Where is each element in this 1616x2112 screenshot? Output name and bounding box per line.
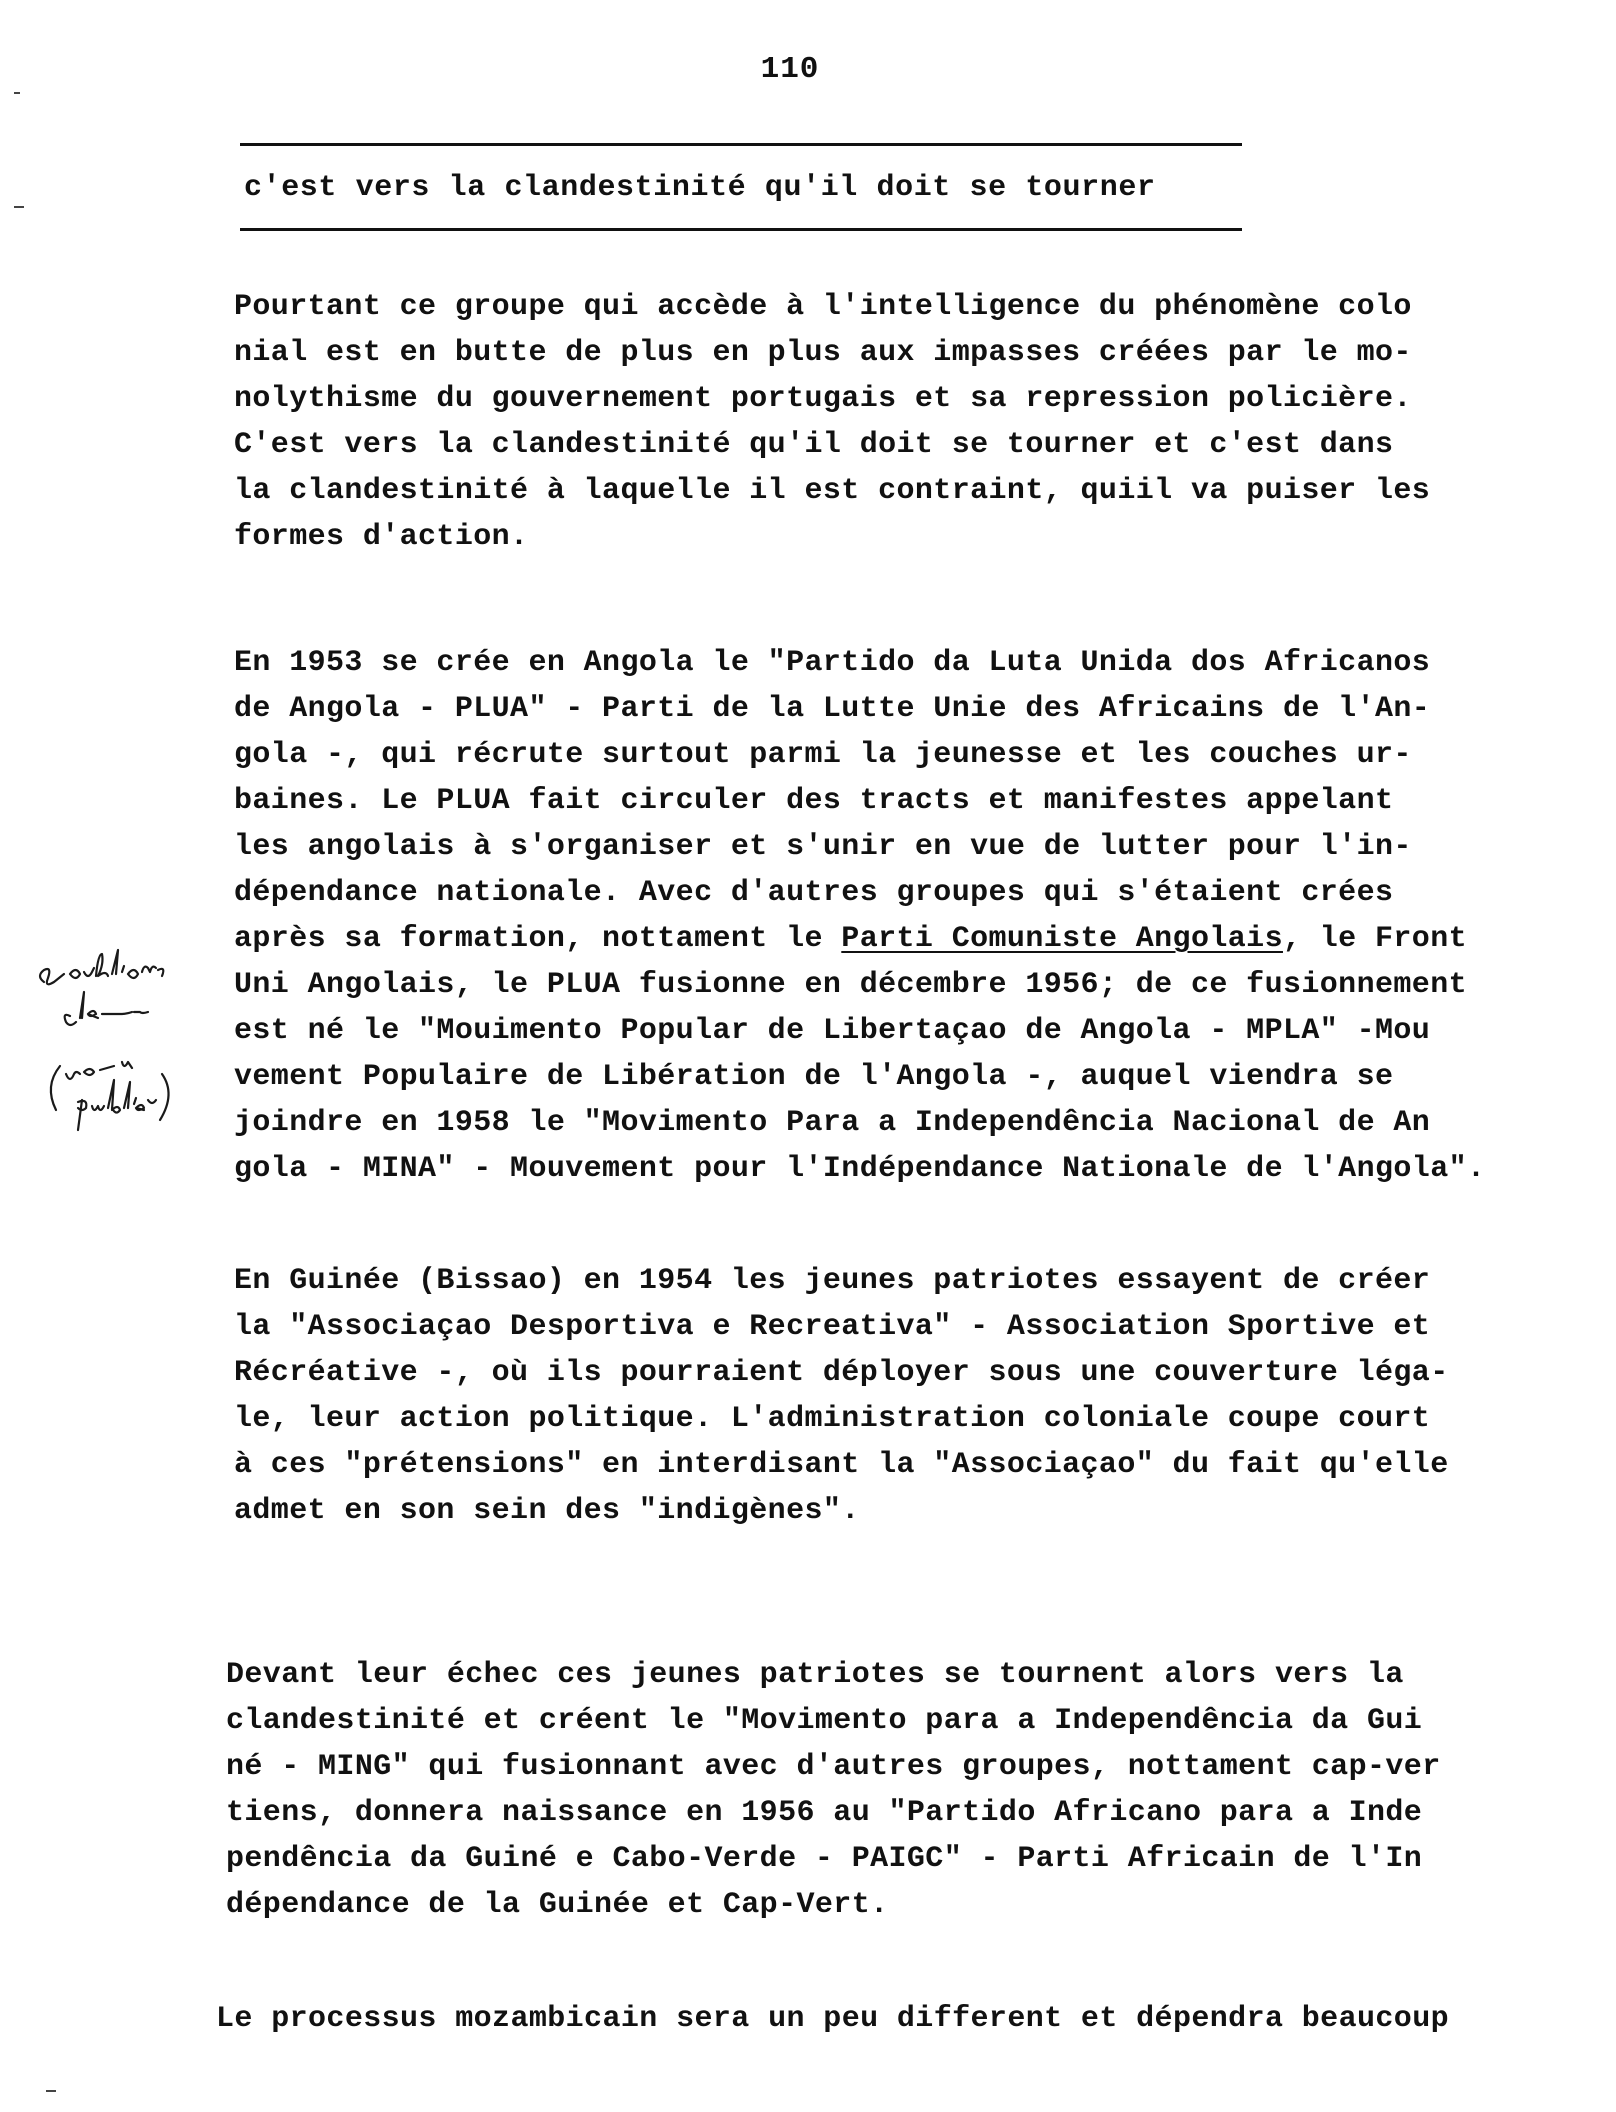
running-head: c'est vers la clandestinité qu'il doit se tourner <box>244 171 1156 205</box>
text-line: En Guinée (Bissao) en 1954 les jeunes patriotes essayent de créer <box>234 1264 1431 1298</box>
text-line: de Angola - PLUA" - Parti de la Lutte Unie des Africains de l'An- <box>234 692 1431 726</box>
header-rule-top <box>240 143 1242 146</box>
text-line: vement Populaire de Libération de l'Angola -, auquel viendra se <box>234 1060 1394 1094</box>
text-line: Pourtant ce groupe qui accède à l'intelligence du phénomène colo <box>234 290 1412 324</box>
page-number: 110 <box>760 52 820 87</box>
text-line: gola -, qui récrute surtout parmi la jeunesse et les couches ur- <box>234 738 1412 772</box>
text-line: Uni Angolais, le PLUA fusionne en décembre 1956; de ce fusionnement <box>234 968 1467 1002</box>
text-line: Devant leur échec ces jeunes patriotes se tournent alors vers la <box>226 1658 1404 1692</box>
scan-edge-mark <box>14 206 24 208</box>
text-line: C'est vers la clandestinité qu'il doit se tourner et c'est dans <box>234 428 1394 462</box>
scan-edge-mark <box>14 92 20 94</box>
text-line: nolythisme du gouvernement portugais et sa repression policière. <box>234 382 1412 416</box>
text-line: admet en son sein des "indigènes". <box>234 1494 860 1528</box>
text-line: nial est en butte de plus en plus aux impasses créées par le mo- <box>234 336 1412 370</box>
text-line: le, leur action politique. L'administration coloniale coupe court <box>234 1402 1431 1436</box>
underlined-party-name: Parti Comuniste Angolais <box>841 922 1283 956</box>
text-line: Récréative -, où ils pourraient déployer sous une couverture léga- <box>234 1356 1449 1390</box>
text-line: tiens, donnera naissance en 1956 au "Partido Africano para a Inde <box>226 1796 1423 1830</box>
text-line: clandestinité et créent le "Movimento para a Independência da Gui <box>226 1704 1423 1738</box>
text-line: pendência da Guiné e Cabo-Verde - PAIGC" - Parti Africain de l'In <box>226 1842 1423 1876</box>
paragraph-5 <box>216 1996 1556 2042</box>
text-line: En 1953 se crée en Angola le "Partido da Luta Unida dos Africanos <box>234 646 1431 680</box>
text-line: la "Associaçao Desportiva e Recreativa" - Association Sportive et <box>234 1310 1431 1344</box>
text-line: joindre en 1958 le "Movimento Para a Independência Nacional de An <box>234 1106 1431 1140</box>
text-line: formes d'action. <box>234 520 529 554</box>
paragraph-3 <box>234 1258 1574 1534</box>
paragraph-1 <box>234 284 1574 560</box>
handwriting-scribble <box>30 924 200 1164</box>
paragraph-4 <box>226 1652 1566 1928</box>
handwritten-margin-note <box>30 924 200 1164</box>
text-line: est né le "Mouimento Popular de Libertaçao de Angola - MPLA" -Mou <box>234 1014 1431 1048</box>
text-line: dépendance nationale. Avec d'autres groupes qui s'étaient crées <box>234 876 1394 910</box>
text-line: Le processus mozambicain sera un peu different et dépendra beaucoup <box>216 2002 1449 2036</box>
header-rule-bottom <box>240 228 1242 231</box>
text-line: dépendance de la Guinée et Cap-Vert. <box>226 1888 889 1922</box>
text-line: la clandestinité à laquelle il est contraint, quiil va puiser les <box>234 474 1431 508</box>
text-line: à ces "prétensions" en interdisant la "Associaçao" du fait qu'elle <box>234 1448 1449 1482</box>
paragraph-2 <box>234 640 1574 1192</box>
text-fragment: après sa formation, nottament le <box>234 922 842 956</box>
text-fragment: , le Front <box>1282 922 1467 956</box>
text-line: baines. Le PLUA fait circuler des tracts et manifestes appelant <box>234 784 1394 818</box>
text-line <box>234 916 1574 962</box>
text-line: les angolais à s'organiser et s'unir en vue de lutter pour l'in- <box>234 830 1412 864</box>
scan-edge-mark <box>46 2090 56 2092</box>
text-line: né - MING" qui fusionnant avec d'autres groupes, nottament cap-ver <box>226 1750 1441 1784</box>
text-line: gola - MINA" - Mouvement pour l'Indépendance Nationale de l'Angola". <box>234 1152 1486 1186</box>
